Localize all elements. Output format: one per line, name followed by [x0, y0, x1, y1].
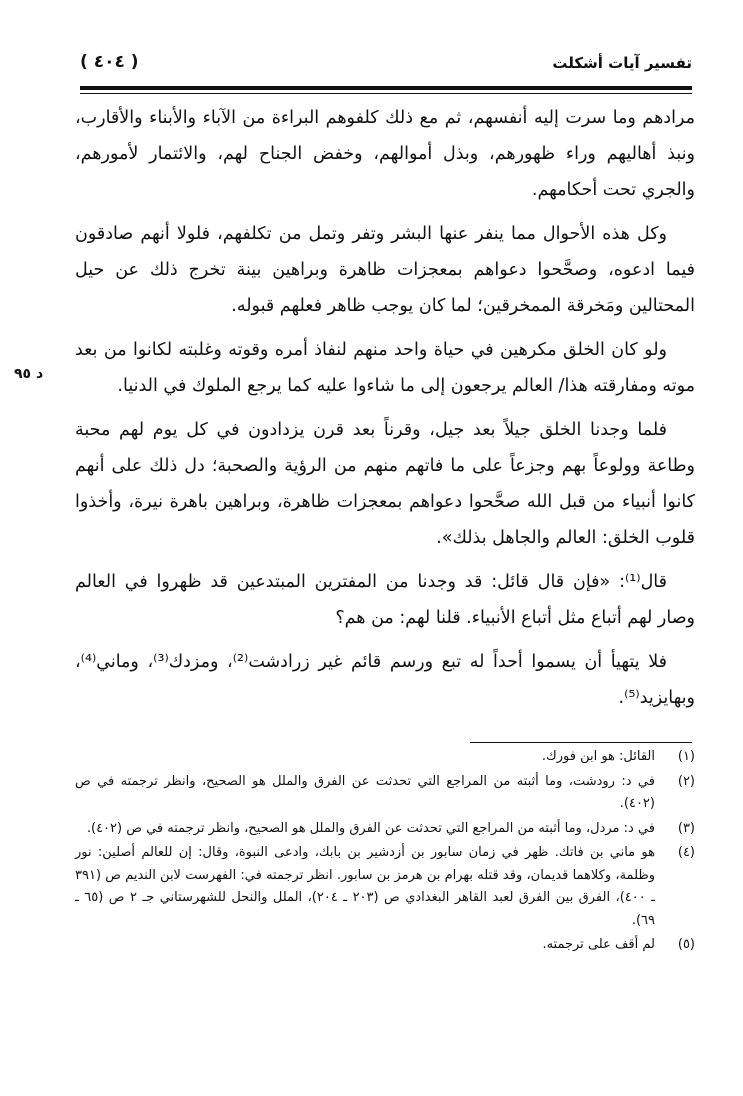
footnote-item: [75, 818, 695, 841]
footnote-item: [75, 842, 695, 932]
footnote-text: هو ماني بن فاتك. ظهر في زمان سابور بن أزدشير بن بابك، وادعى النبوة، وقال: إن للعالم أصلين: نور وظلمة، وكلاهما قديمان، وقد قتله بهرام بن هرمز بن سابور. انظر ترجمته في: الفهرست لابن النديم ص (٣٩١ ـ ٤٠٠)، الفرق بين الفرق لعبد القاهر البغدادي ص (٢٠٣ ـ ٢٠٤)، الملل والنحل للشهرستاني جـ ٢ ص (٦٥ ـ ٦٩).: [75, 845, 656, 928]
footnote-separator: [470, 742, 692, 743]
page-header: [80, 48, 692, 82]
footnote-number: (٥): [677, 937, 695, 952]
footnote-number: (٤): [677, 845, 695, 860]
header-rule-thin: [80, 93, 692, 94]
footnote-number: (١): [677, 749, 695, 764]
footnote-item: [75, 934, 695, 957]
footnote-text: القائل: هو ابن فورك.: [541, 749, 655, 764]
paragraph-2: وكل هذه الأحوال مما ينفر عنها البشر وتفر وتمل من تكلفهم، فلولا أنهم صادقون فيما ادعوه، وصحَّحوا دعواهم بمعجزات ظاهرة وبراهين بينة تخرج ذلك عن حيل المحتالين ومَخرقة الممخرقين؛ لما كان يوجب ظاهر فعلهم قبوله.: [75, 224, 695, 316]
paragraph-6: فلا يتهيأ أن يسموا أحداً له تبع ورسم قائم غير زرادشت⁽²⁾، ومزدك⁽³⁾، وماني⁽⁴⁾، وبهايزيد⁽⁵⁾.: [75, 652, 695, 708]
footnotes: [75, 746, 695, 959]
footnote-item: [75, 746, 695, 769]
footnote-number: (٢): [677, 773, 695, 789]
header-rule-thick: [80, 86, 692, 90]
paragraph-4: فلما وجدنا الخلق جيلاً بعد جيل، وقرناً بعد قرن يزدادون في كل يوم لهم محبة وطاعة وولوعاً بهم وجزعاً على ما فاتهم منهم من الرؤية والصحبة؛ دل ذلك على أنهم كانوا أنبياء من قبل الله صحَّحوا دعواهم بمعجزات ظاهرة، وبراهين باهرة نيرة، وأخذوا قلوب الخلق: العالم والجاهل بذلك».: [75, 420, 695, 548]
margin-manuscript-marker: د ٩٥: [14, 366, 44, 382]
main-text: [75, 100, 695, 724]
page-number: ( ٤٠٤ ): [80, 52, 139, 72]
footnote-text: لم أقف على ترجمته.: [542, 937, 655, 952]
footnote-item: [75, 771, 695, 816]
footnote-text: في د: رودشت، وما أثبته من المراجع التي تحدثت عن الفرق والملل هو الصحيح، وانظر ترجمته في ص (٤٠٢).: [75, 773, 655, 811]
footnote-number: (٣): [677, 820, 695, 836]
paragraph-5: قال⁽¹⁾: «فإن قال قائل: قد وجدنا من المفترين المبتدعين قد ظهروا في العالم وصار لهم أتباع مثل أتباع الأنبياء. قلنا لهم: من هم؟: [75, 572, 695, 628]
paragraph-3: ولو كان الخلق مكرهين في حياة واحد منهم لنفاذ أمره وقوته وغلبته لكانوا من بعد موته ومفارقته هذا/ العالم يرجعون إلى ما شاءوا عليه كما يرجع الملوك في الدنيا.: [75, 340, 695, 396]
footnote-text: في د: مردل، وما أثبته من المراجع التي تحدثت عن الفرق والملل هو الصحيح، وانظر ترجمته في ص (٤٠٢).: [86, 820, 655, 836]
paragraph-1: مرادهم وما سرت إليه أنفسهم، ثم مع ذلك كلفوهم البراءة من الآباء والأبناء والأقارب، ونبذ أهاليهم وراء ظهورهم، وبذل أموالهم، وخفض الجناح لهم، والائتمار لأمورهم، والجري تحت أحكامهم.: [75, 108, 695, 200]
running-title: تفسير آيات أشكلت: [552, 54, 692, 72]
